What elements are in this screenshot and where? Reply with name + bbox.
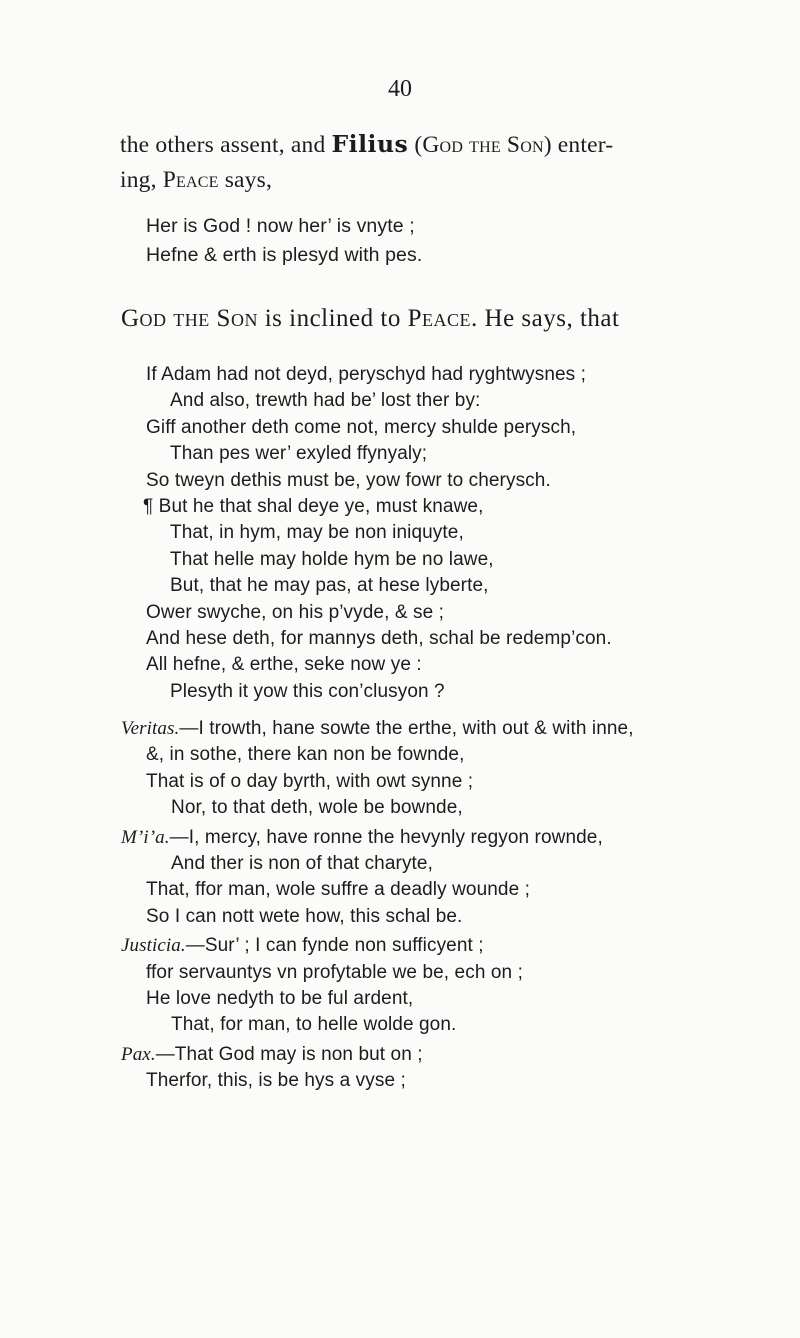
verse-line: And ther is non of that charyte, bbox=[171, 852, 433, 874]
intro-text-4: ing, bbox=[120, 167, 163, 193]
verse-line: That helle may holde hym be no lawe, bbox=[170, 548, 494, 570]
verse-line: &, in sothe, there kan non be fownde, bbox=[146, 744, 465, 766]
page-number: 40 bbox=[388, 76, 412, 102]
verse-line: Plesyth it yow this con’clusyon ? bbox=[170, 680, 445, 702]
speech-text: —I trowth, hane sowte the erthe, with out & with inne, bbox=[179, 718, 634, 739]
heading-god-the-son: God the Son bbox=[121, 305, 258, 332]
verse-block-2 bbox=[143, 362, 612, 705]
speech-first-line bbox=[121, 825, 634, 851]
verse-line: That, in hym, may be non iniquyte, bbox=[170, 522, 464, 544]
intro-paragraph bbox=[120, 127, 770, 198]
verse-line: Therfor, this, is be hys a vyse ; bbox=[146, 1070, 406, 1092]
speech-text: —That God may is non but on ; bbox=[155, 1043, 423, 1065]
verse-line: And also, trewth had be’ lost ther by: bbox=[170, 390, 481, 412]
verse-line: Her is God ! now her’ is vnyte ; bbox=[146, 215, 415, 237]
verse-line: Giff another deth come not, mercy shulde perysch, bbox=[146, 416, 577, 438]
section-heading bbox=[121, 305, 619, 333]
peace-label: Peace bbox=[162, 167, 219, 193]
speech-first-line bbox=[121, 716, 634, 742]
verse-line: Than pes wer’ exyled ffynyaly; bbox=[170, 443, 428, 465]
verse-line: ¶ But he that shal deye ye, must knawe, bbox=[143, 495, 484, 517]
verse-line: All hefne, & erthe, seke now ye : bbox=[146, 654, 422, 676]
verse-line: He love nedyth to be ful ardent, bbox=[146, 987, 414, 1009]
verse-line: Hefne & erth is plesyd with pes. bbox=[146, 244, 423, 266]
intro-text-2: ( bbox=[408, 132, 423, 158]
speech-first-line bbox=[121, 1042, 634, 1068]
verse-line: So tweyn dethis must be, yow fowr to cherysch. bbox=[146, 469, 551, 491]
intro-text-5: says, bbox=[218, 167, 273, 193]
verse-line: But, that he may pas, at hese lyberte, bbox=[170, 575, 489, 597]
verse-line: ffor servauntys vn profytable we be, ech on ; bbox=[146, 961, 523, 983]
god-the-son-label: God the Son bbox=[422, 132, 544, 158]
verse-line: Nor, to that deth, wole be bownde, bbox=[171, 797, 463, 819]
verse-line: That, ffor man, wole suffre a deadly wounde ; bbox=[146, 879, 531, 901]
speaker-label: Pax. bbox=[121, 1043, 156, 1065]
speeches-block bbox=[121, 716, 634, 1094]
speaker-label: Veritas. bbox=[121, 718, 180, 739]
heading-peace: Peace bbox=[407, 305, 472, 332]
verse-line: So I can nott wete how, this schal be. bbox=[146, 905, 463, 927]
speaker-label: Justicia. bbox=[121, 935, 186, 957]
verse-line: And hese deth, for mannys deth, schal be redemp’con. bbox=[146, 627, 612, 649]
verse-line: That, for man, to helle wolde gon. bbox=[171, 1014, 457, 1036]
heading-text-end: . He says, that bbox=[471, 305, 620, 332]
speech-first-line bbox=[121, 933, 634, 959]
speech-text: —Sur’ ; I can fynde non sufficyent ; bbox=[185, 935, 484, 957]
speaker-label: M’i’a. bbox=[121, 826, 170, 848]
verse-line: If Adam had not deyd, peryschyd had ryghtwysnes ; bbox=[146, 364, 587, 385]
speech-text: —I, mercy, have ronne the hevynly regyon rownde, bbox=[169, 826, 603, 848]
filius-word: Filius bbox=[331, 130, 409, 158]
intro-text-1: the others assent, and bbox=[120, 132, 332, 158]
heading-text-mid: is inclined to bbox=[257, 305, 408, 332]
verse-line: Ower swyche, on his p’vyde, & se ; bbox=[146, 601, 445, 623]
verse-line: That is of o day byrth, with owt synne ; bbox=[146, 770, 474, 792]
verse-block-1 bbox=[146, 212, 422, 270]
intro-text-3: ) enter- bbox=[543, 132, 614, 158]
